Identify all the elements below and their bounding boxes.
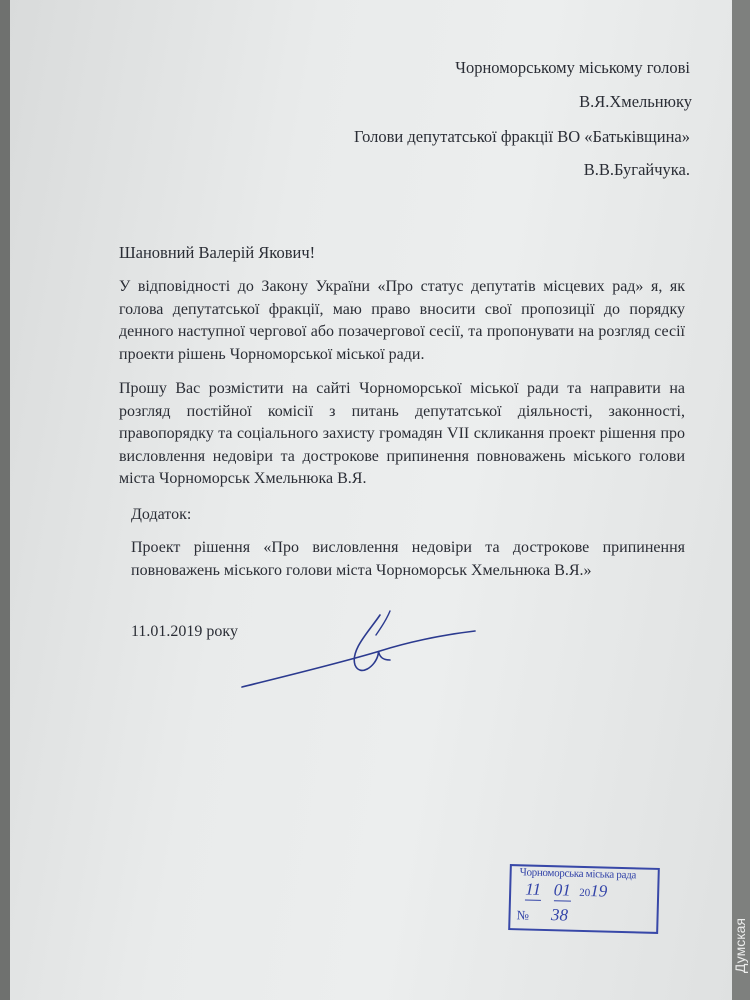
stamp-year-suffix: 19	[589, 881, 608, 901]
stamp-date-day: 11	[524, 879, 542, 899]
paragraph-2: Прошу Вас розмістити на сайті Чорноморської міської ради та направити на розгляд постійної комісії з питань депутатської діяльності, законності, правопорядку та соціального захисту громадян VII скликання проект рішення про висловлення недовіри та дострокове припинення повноважень міського голови міста Чорноморськ Хмельнюка В.Я.	[119, 380, 685, 487]
registration-stamp	[508, 864, 660, 934]
addressee-line-3: Голови депутатської фракції ВО «Батьківщина»	[354, 127, 690, 146]
paragraph-1: У відповідності до Закону України «Про статус депутатів місцевих рад» я, як голова депутатської фракції, маю право вносити свої пропозиції до порядку денного наступної чергової або позачергової сесії, та пропонувати на розгляд сесії проекти рішень Чорноморської міської ради.	[119, 278, 685, 363]
stamp-date-month: 01	[553, 880, 571, 900]
stamp-year-prefix: 20	[579, 886, 591, 900]
attachment-label: Додаток:	[131, 506, 192, 523]
stamp-number	[516, 904, 568, 925]
letter-page	[10, 0, 732, 1000]
addressee-line-1: Чорноморському міському голові	[455, 58, 690, 77]
stamp-date	[525, 879, 608, 902]
letter-date: 11.01.2019 року	[131, 623, 238, 640]
stamp-organization: Чорноморська міська рада	[519, 866, 637, 882]
addressee-line-2: В.Я.Хмельнюку	[579, 92, 692, 111]
stamp-number-value: 38	[550, 905, 569, 925]
table-surface-right	[732, 0, 750, 1000]
watermark: Думская	[732, 918, 748, 974]
attachment-text: Проект рішення «Про висловлення недовіри та дострокове припинення повноважень міського голови міста Чорноморськ Хмельнюка В.Я.»	[131, 539, 685, 579]
stamp-number-label: №	[516, 907, 530, 923]
salutation: Шановний Валерій Якович!	[119, 243, 316, 262]
signature	[230, 605, 490, 695]
addressee-line-4: В.В.Бугайчука.	[583, 160, 690, 179]
